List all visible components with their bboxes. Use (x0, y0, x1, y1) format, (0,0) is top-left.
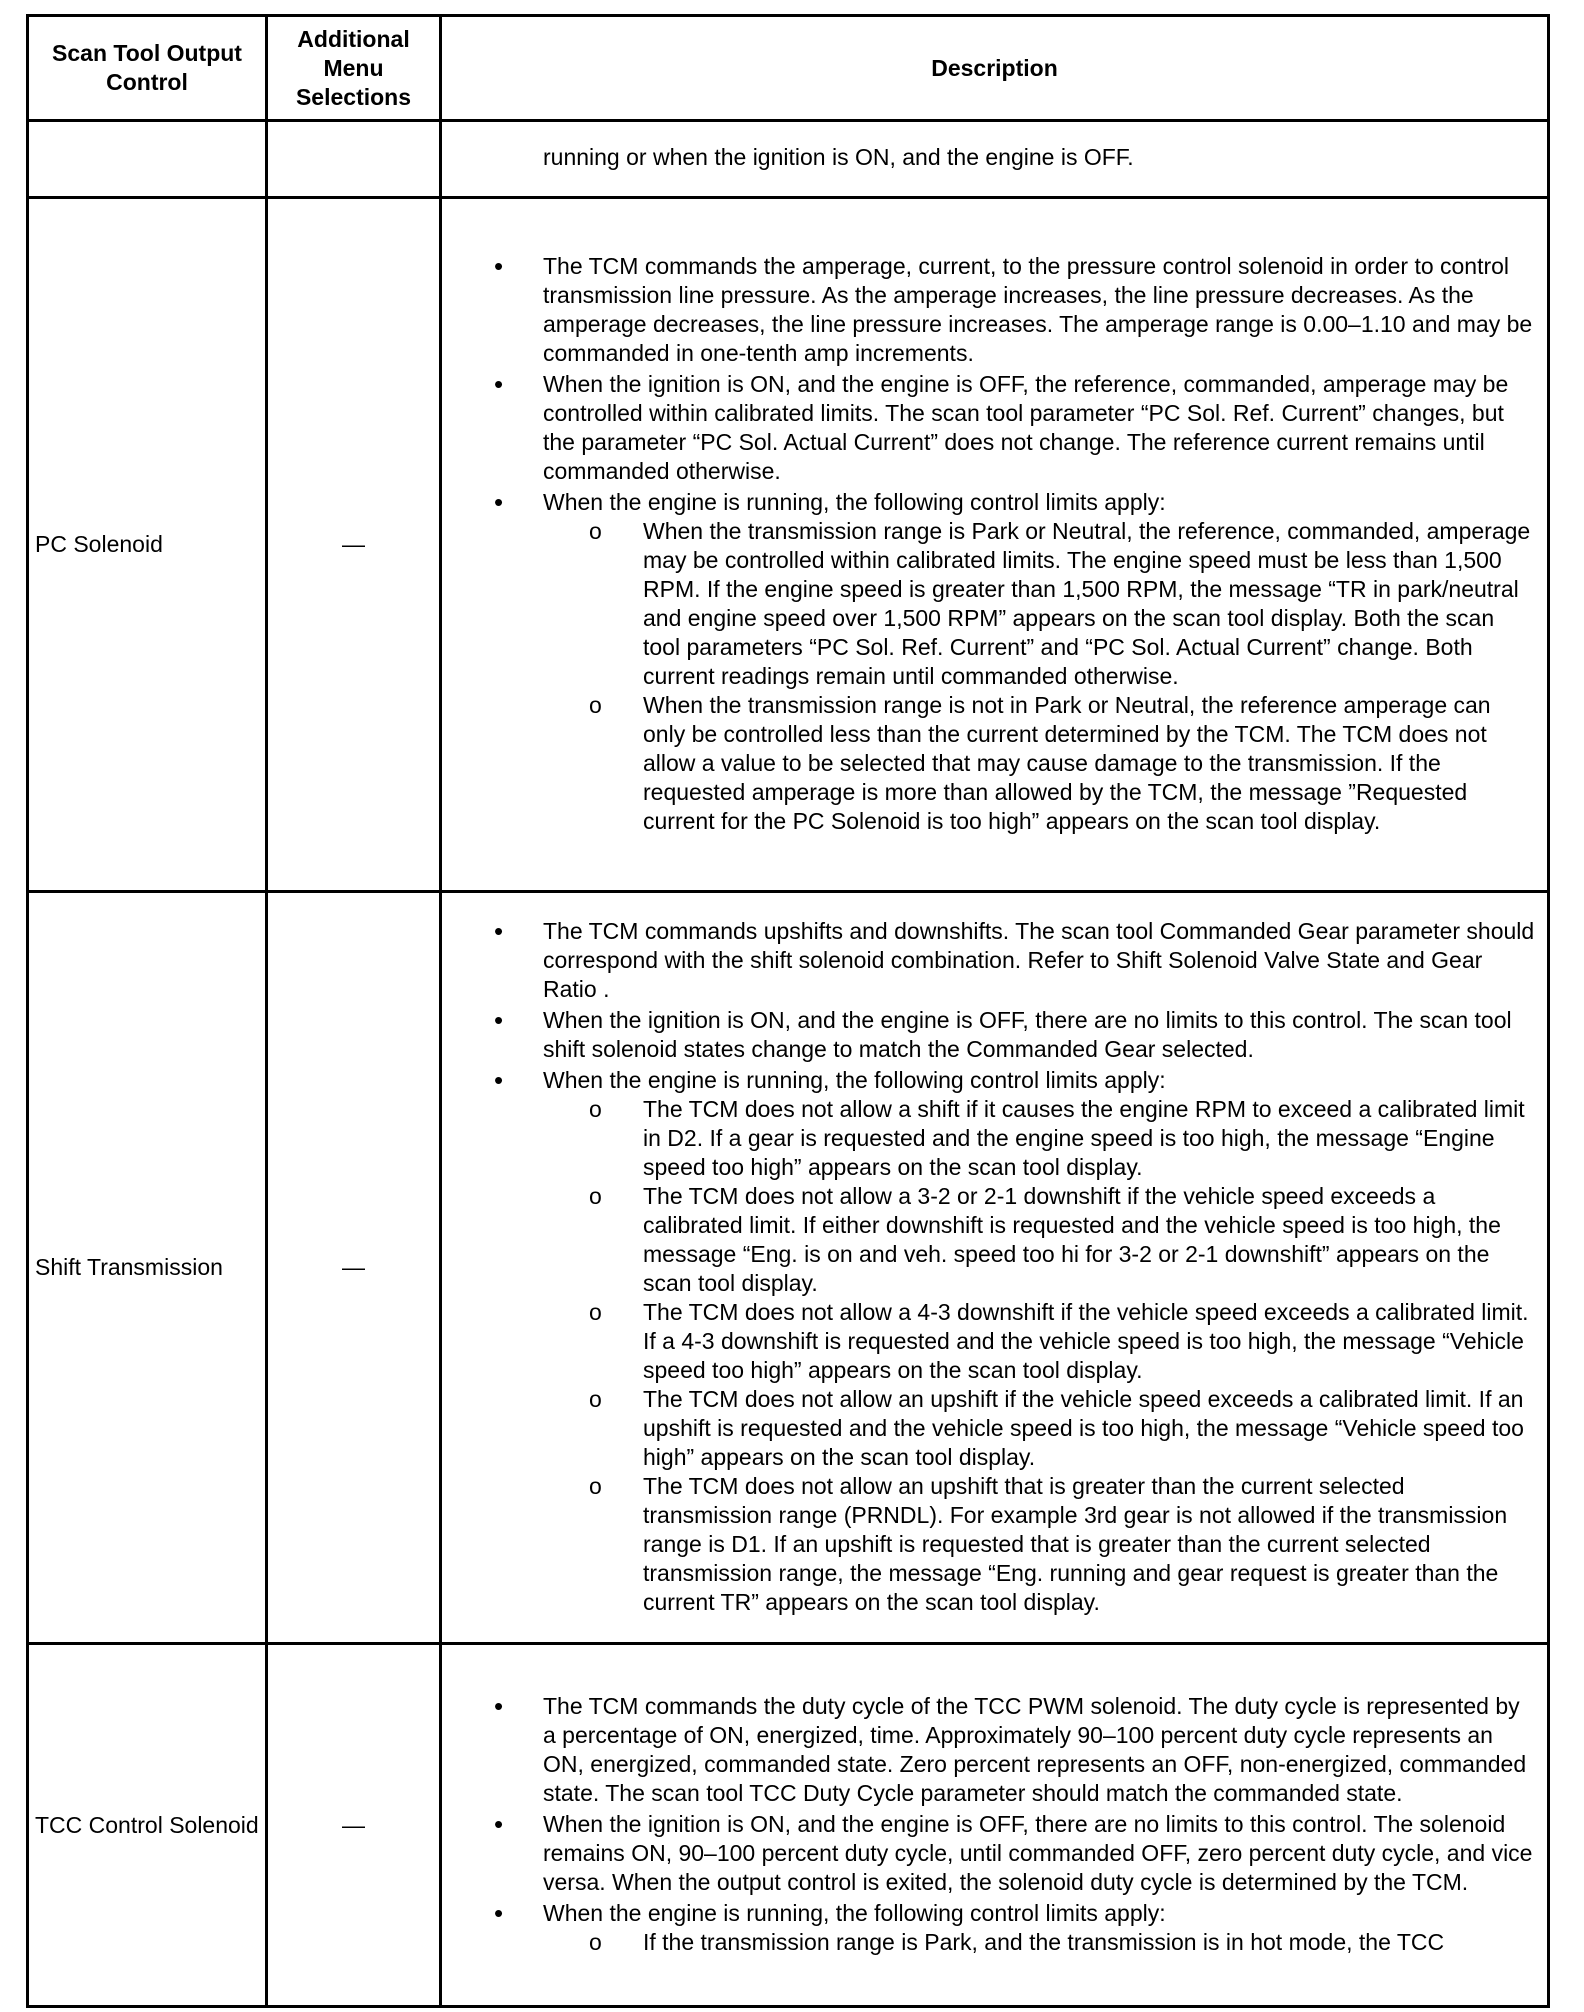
sub-bullet-item: o The TCM does not allow a shift if it causes the engine RPM to exceed a calibrated limit in D2. If a gear is requested and the engine speed is too high, the message “Engine speed too high” appears on the scan tool display. (643, 1095, 1537, 1182)
menu-cell (267, 121, 441, 198)
description-cell (441, 892, 1549, 1644)
bullet-list (442, 1692, 1547, 1957)
sub-bullet-item: o The TCM does not allow a 4-3 downshift if the vehicle speed exceeds a calibrated limit. If a 4-3 downshift is requested and the vehicle speed is too high, the message “Vehicle speed too high” appears on the scan tool display. (643, 1298, 1537, 1385)
description-cell (441, 1644, 1549, 2007)
menu-cell: — (267, 198, 441, 892)
control-cell: Shift Transmission (28, 892, 267, 1644)
bullet-item (543, 1899, 1537, 1957)
table-row-shift-transmission (28, 892, 1549, 1644)
header-row (28, 16, 1549, 121)
control-cell: PC Solenoid (28, 198, 267, 892)
bullet-text: When the engine is running, the following control limits apply: (543, 1899, 1166, 1926)
sub-bullet-item: o If the transmission range is Park, and the transmission is in hot mode, the TCC (643, 1928, 1537, 1957)
bullet-item: • The TCM commands the duty cycle of the TCC PWM solenoid. The duty cycle is represented by a percentage of ON, energized, time. Approximately 90–100 percent duty cycle represents an ON, energized, commanded state. Zero percent represents an OFF, non-energized, commanded state. The scan tool TCC Duty Cycle parameter should match the commanded state. (543, 1692, 1537, 1808)
sub-bullet-list (543, 517, 1537, 836)
continuation-text: running or when the ignition is ON, and the engine is OFF. (543, 143, 1134, 170)
control-cell: TCC Control Solenoid (28, 1644, 267, 2007)
description-cell (441, 198, 1549, 892)
bullet-list (442, 917, 1547, 1617)
sub-bullet-list (543, 1928, 1537, 1957)
sub-bullet-item: o When the transmission range is Park or Neutral, the reference, commanded, amperage may be controlled within calibrated limits. The engine speed must be less than 1,500 RPM. If the engine speed is greater than 1,500 RPM, the message “TR in park/neutral and engine speed over 1,500 RPM” appears on the scan tool display. Both the scan tool parameters “PC Sol. Ref. Current” and “PC Sol. Actual Current” change. Both current readings remain until commanded otherwise. (643, 517, 1537, 691)
bullet-item: • The TCM commands upshifts and downshifts. The scan tool Commanded Gear parameter should correspond with the shift solenoid combination. Refer to Shift Solenoid Valve State and Gear Ratio . (543, 917, 1537, 1004)
sub-bullet-item: o The TCM does not allow an upshift if the vehicle speed exceeds a calibrated limit. If an upshift is requested and the vehicle speed is too high, the message “Vehicle speed too high” appears on the scan tool display. (643, 1385, 1537, 1472)
menu-cell: — (267, 892, 441, 1644)
bullet-item: • When the ignition is ON, and the engine is OFF, there are no limits to this control. The solenoid remains ON, 90–100 percent duty cycle, until commanded OFF, zero percent duty cycle, and vice versa. When the output control is exited, the solenoid duty cycle is determined by the TCM. (543, 1810, 1537, 1897)
menu-cell: — (267, 1644, 441, 2007)
table-row-tcc-control-solenoid (28, 1644, 1549, 2007)
bullet-item: • When the ignition is ON, and the engine is OFF, there are no limits to this control. The scan tool shift solenoid states change to match the Commanded Gear selected. (543, 1006, 1537, 1064)
sub-bullet-list (543, 1095, 1537, 1617)
bullet-item: • When the ignition is ON, and the engine is OFF, the reference, commanded, amperage may be controlled within calibrated limits. The scan tool parameter “PC Sol. Ref. Current” changes, but the parameter “PC Sol. Actual Current” does not change. The reference current remains until commanded otherwise. (543, 370, 1537, 486)
table-row-continuation (28, 121, 1549, 198)
description-cell (441, 121, 1549, 198)
bullet-item: • The TCM commands the amperage, current, to the pressure control solenoid in order to control transmission line pressure. As the amperage increases, the line pressure decreases. As the amperage decreases, the line pressure increases. The amperage range is 0.00–1.10 and may be commanded in one-tenth amp increments. (543, 252, 1537, 368)
bullet-text: When the engine is running, the following control limits apply: (543, 488, 1166, 515)
scan-tool-output-control-table (26, 14, 1550, 2008)
bullet-text: When the engine is running, the following control limits apply: (543, 1066, 1166, 1093)
bullet-list (442, 252, 1547, 836)
bullet-item (543, 488, 1537, 836)
header-control: Scan Tool Output Control (28, 16, 267, 121)
sub-bullet-item: o The TCM does not allow a 3-2 or 2-1 downshift if the vehicle speed exceeds a calibrated limit. If either downshift is requested and the vehicle speed is too high, the message “Eng. is on and veh. speed too hi for 3-2 or 2-1 downshift” appears on the scan tool display. (643, 1182, 1537, 1298)
header-description: Description (441, 16, 1549, 121)
header-menu: Additional Menu Selections (267, 16, 441, 121)
table-row-pc-solenoid (28, 198, 1549, 892)
control-cell (28, 121, 267, 198)
bullet-item (543, 1066, 1537, 1617)
sub-bullet-item: o When the transmission range is not in Park or Neutral, the reference amperage can only be controlled less than the current determined by the TCM. The TCM does not allow a value to be selected that may cause damage to the transmission. If the requested amperage is more than allowed by the TCM, the message ”Requested current for the PC Solenoid is too high” appears on the scan tool display. (643, 691, 1537, 836)
sub-bullet-item: o The TCM does not allow an upshift that is greater than the current selected transmission range (PRNDL). For example 3rd gear is not allowed if the transmission range is D1. If an upshift is requested that is greater than the current selected transmission range, the message “Eng. running and gear request is greater than the current TR” appears on the scan tool display. (643, 1472, 1537, 1617)
